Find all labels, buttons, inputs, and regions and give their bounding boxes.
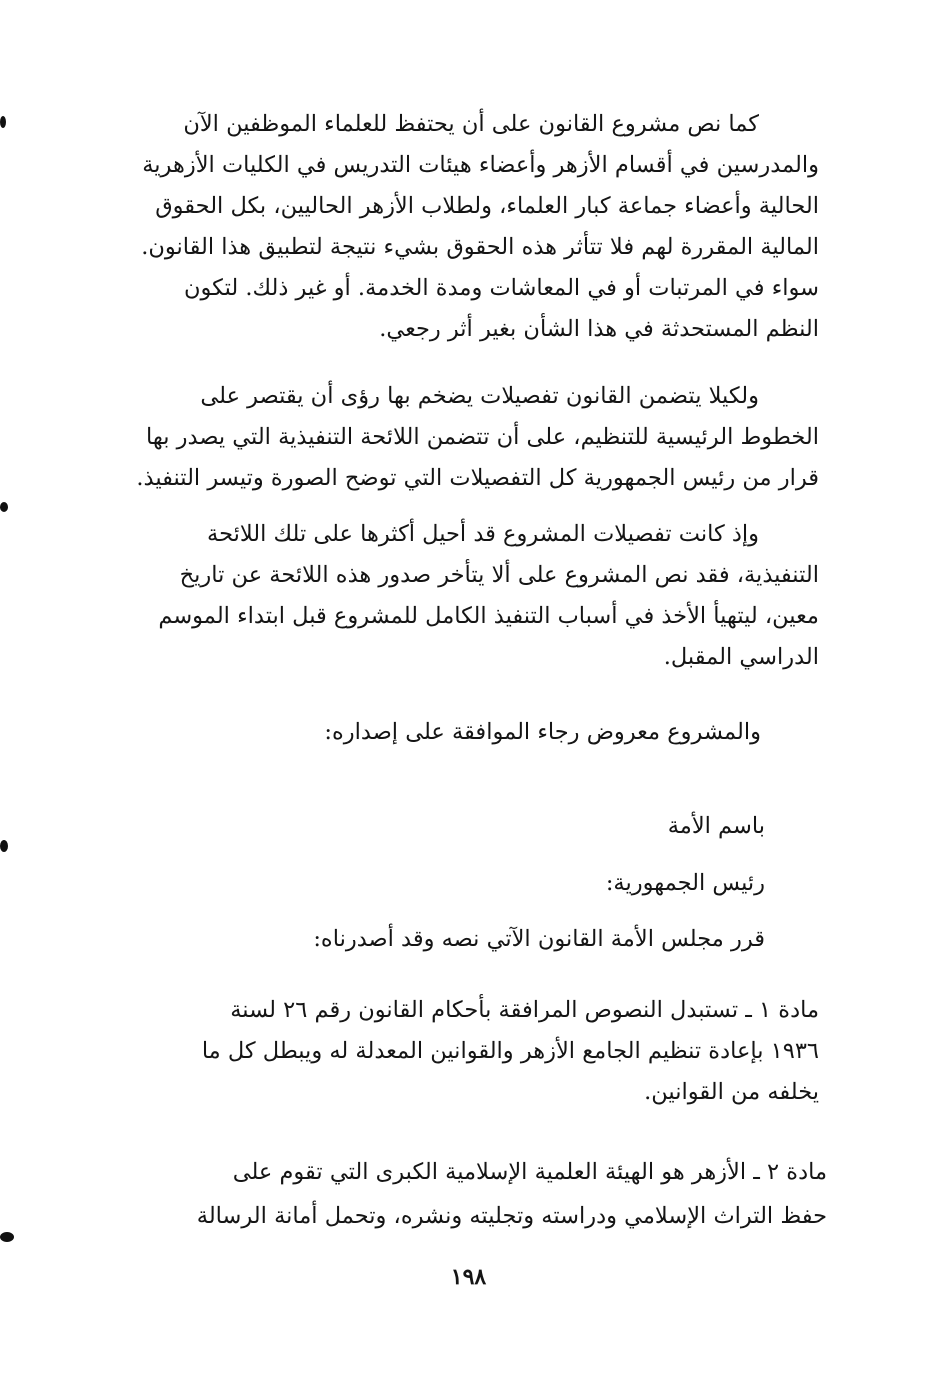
submission-line: والمشروع معروض رجاء الموافقة على إصداره: bbox=[324, 719, 761, 745]
page-number: ١٩٨ bbox=[450, 1264, 487, 1290]
article-line: يخلفه من القوانين. bbox=[644, 1079, 819, 1105]
paragraph-3 bbox=[119, 514, 819, 678]
paragraph-line: سواء في المرتبات أو في المعاشات ومدة الخدمة. أو غير ذلك. لتكون bbox=[184, 275, 819, 301]
article-line: ١٩٣٦ بإعادة تنظيم الجامع الأزهر والقوانين المعدلة له ويبطل كل ما bbox=[201, 1038, 819, 1064]
paragraph-line: قرار من رئيس الجمهورية كل التفصيلات التي توضح الصورة وتيسر التنفيذ. bbox=[136, 465, 819, 491]
paragraph-line: وإذ كانت تفصيلات المشروع قد أحيل أكثرها على تلك اللائحة bbox=[207, 521, 759, 547]
preamble-decree: قرر مجلس الأمة القانون الآتي نصه وقد أصدرناه: bbox=[313, 926, 765, 952]
paragraph-line: التنفيذية، فقد نص المشروع على ألا يتأخر صدور هذه اللائحة عن تاريخ bbox=[179, 562, 819, 588]
article-2 bbox=[127, 1150, 827, 1238]
preamble-in-the-name: باسم الأمة bbox=[667, 813, 765, 839]
article-line: حفظ التراث الإسلامي ودراسته وتجليته ونشره، وتحمل أمانة الرسالة bbox=[196, 1203, 827, 1229]
preamble-president: رئيس الجمهورية: bbox=[605, 870, 765, 896]
paragraph-line: النظم المستحدثة في هذا الشأن بغير أثر رجعي. bbox=[379, 316, 819, 342]
paragraph-line: الحالية وأعضاء جماعة كبار العلماء، ولطلاب الأزهر الحاليين، بكل الحقوق bbox=[155, 193, 819, 219]
article-line: مادة ٢ ـ الأزهر هو الهيئة العلمية الإسلامية الكبرى التي تقوم على bbox=[232, 1159, 827, 1185]
scan-mark bbox=[0, 116, 6, 128]
paragraph-line: الدراسي المقبل. bbox=[663, 644, 819, 670]
paragraph-2 bbox=[119, 376, 819, 499]
paragraph-1 bbox=[119, 104, 819, 350]
paragraph-line: والمدرسين في أقسام الأزهر وأعضاء هيئات التدريس في الكليات الأزهرية bbox=[142, 152, 819, 178]
article-1 bbox=[119, 990, 819, 1113]
scan-mark bbox=[0, 502, 8, 512]
scan-mark bbox=[0, 840, 8, 852]
paragraph-line: كما نص مشروع القانون على أن يحتفظ للعلماء الموظفين الآن bbox=[183, 111, 759, 137]
scan-mark bbox=[0, 1232, 14, 1242]
paragraph-line: المالية المقررة لهم فلا تتأثر هذه الحقوق بشيء نتيجة لتطبيق هذا القانون. bbox=[141, 234, 819, 260]
paragraph-line: ولكيلا يتضمن القانون تفصيلات يضخم بها رؤى أن يقتصر على bbox=[200, 383, 759, 409]
paragraph-line: الخطوط الرئيسية للتنظيم، على أن تتضمن اللائحة التنفيذية التي يصدر بها bbox=[146, 424, 819, 450]
paragraph-line: معين، ليتهيأ الأخذ في أسباب التنفيذ الكامل للمشروع قبل ابتداء الموسم bbox=[158, 603, 819, 629]
article-line: مادة ١ ـ تستبدل النصوص المرافقة بأحكام القانون رقم ٢٦ لسنة bbox=[230, 997, 819, 1023]
